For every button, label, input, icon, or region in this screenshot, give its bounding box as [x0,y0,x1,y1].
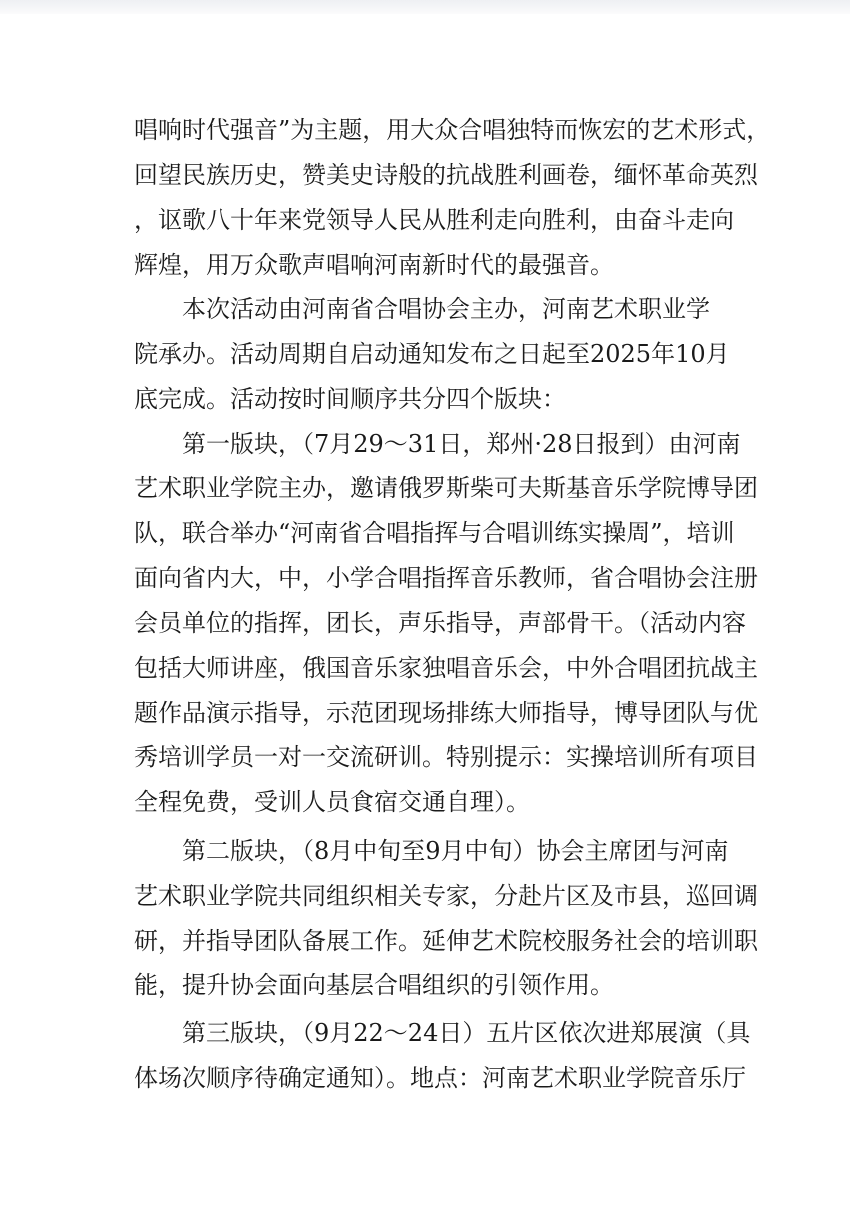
text-line: 第一版块，（7月29～31日，郑州·28日报到）由河南 [182,430,741,458]
text-line: 院承办。活动周期自启动通知发布之日起至2025年10月 [134,340,730,368]
text-line: 辉煌，用万众歌声唱响河南新时代的最强音。 [134,251,614,279]
text-line: 回望民族历史，赞美史诗般的抗战胜利画卷，缅怀革命英烈 [134,161,758,189]
text-line: ，讴歌八十年来党领导人民从胜利走向胜利，由奋斗走向 [134,206,734,234]
text-line: 本次活动由河南省合唱协会主办，河南艺术职业学 [182,295,710,323]
text-line: 会员单位的指挥，团长，声乐指导，声部骨干。（活动内容 [134,609,746,637]
text-line: 面向省内大，中，小学合唱指挥音乐教师，省合唱协会注册 [134,564,758,592]
text-line: 包括大师讲座，俄国音乐家独唱音乐会，中外合唱团抗战主 [134,654,758,682]
text-line: 队，联合举办“河南省合唱指挥与合唱训练实操周”，培训 [134,519,735,547]
text-line: 秀培训学员一对一交流研训。特别提示：实操培训所有项目 [134,743,758,771]
text-line: 第二版块，（8月中旬至9月中旬）协会主席团与河南 [182,837,729,865]
text-line: 全程免费，受训人员食宿交通自理）。 [134,788,530,816]
text-line: 艺术职业学院主办，邀请俄罗斯柴可夫斯基音乐学院博导团 [134,474,758,502]
text-line: 唱响时代强音”为主题，用大众合唱独特而恢宏的艺术形式， [134,116,771,144]
text-line: 第三版块，（9月22～24日）五片区依次进郑展演（具 [182,1019,751,1047]
text-line: 体场次顺序待确定通知）。地点：河南艺术职业学院音乐厅 [134,1064,746,1092]
text-line: 底完成。活动按时间顺序共分四个版块： [134,385,566,413]
text-line: 研，并指导团队备展工作。延伸艺术院校服务社会的培训职 [134,927,758,955]
text-line: 题作品演示指导，示范团现场排练大师指导，博导团队与优 [134,699,758,727]
text-line: 能，提升协会面向基层合唱组织的引领作用。 [134,971,614,999]
text-line: 艺术职业学院共同组织相关专家，分赴片区及市县，巡回调 [134,882,758,910]
